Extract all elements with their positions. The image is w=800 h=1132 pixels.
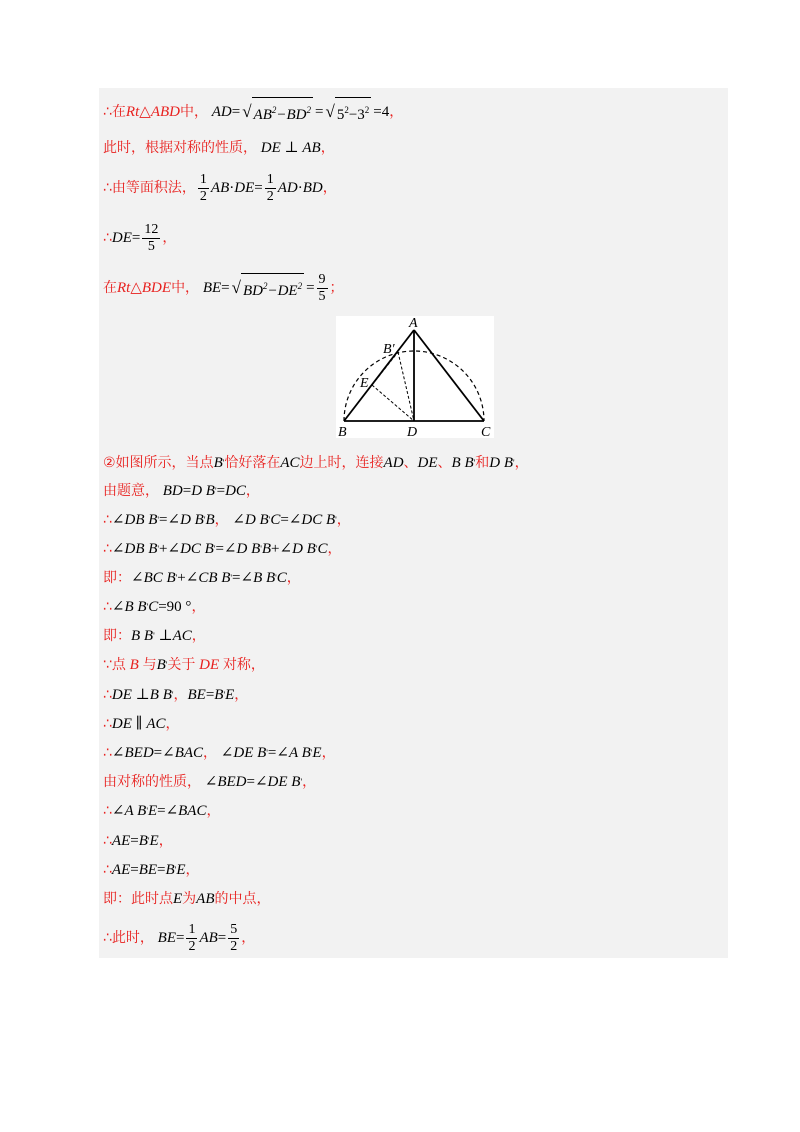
line-7: 由题意， BD = D B ' = DC ， xyxy=(103,483,260,499)
line-14: ∴ DE ⊥ B B ' ， BE = B ' E ， xyxy=(103,687,249,703)
geometry-figure xyxy=(336,316,494,438)
label-a: A xyxy=(409,316,418,331)
label-d: D xyxy=(407,425,418,438)
label-b: B xyxy=(338,425,347,438)
line-15: ∴ DE ∥ AC ， xyxy=(103,716,180,732)
segment-db-prime xyxy=(398,352,414,421)
line-22: ∴此时， BE = $\frac{1}{2}$ AB = $\frac{5}{2}$ ， xyxy=(103,921,256,954)
label-c: C xyxy=(481,425,491,438)
line-11: ∴ ∠ B B ' C =90 ° ， xyxy=(103,599,206,615)
line-3: ∴由等面积法， $\frac{1}{2}$ AB · DE = $\frac{1}{2}$ AD · BD ， xyxy=(103,171,337,204)
line-2: 此时，根据对称的性质， DE ⊥ AB ， xyxy=(103,140,335,156)
line-18: ∴ ∠ A B ' E =∠ BAC ， xyxy=(103,803,221,819)
line-4: ∴ DE = $\frac{12}{5}$ ， xyxy=(103,221,177,254)
line-6: ②如图所示，当点 B ' 恰好落在 AC 边上时，连接 AD 、 DE 、 B B ' 和 D B ' ， xyxy=(103,455,529,471)
label-e: E xyxy=(360,376,369,391)
line-21: 即：此时点 E 为 AB 的中点， xyxy=(103,891,271,907)
segment-de xyxy=(372,385,414,421)
line-13: ∵点 B 与 B ' 关于 DE 对称， xyxy=(103,657,265,673)
line-19: ∴ AE = B ' E ， xyxy=(103,833,173,849)
line-12: 即： B B ' ⊥ AC ， xyxy=(103,628,206,644)
line-17: 由对称的性质， ∠ BED =∠ DE B ' ， xyxy=(103,774,317,790)
line-10: 即： ∠ BC B ' +∠ CB B ' =∠ B B ' C ， xyxy=(103,570,301,586)
line-1: ∴在 Rt △ ABD 中， AD = √ $AB^2-BD^2$ = √ $5^2-3^2$ =4 ， xyxy=(103,100,403,124)
line-5: 在 Rt △ BDE 中， BE = √ $BD^2-DE^2$ = $\frac{9}{5}$ ； xyxy=(103,271,344,304)
label-b-prime: B′ xyxy=(383,342,395,357)
side-ac xyxy=(414,330,484,421)
line-9: ∴ ∠ DB B ' +∠ DC B ' =∠ D B ' B +∠ D B ' C ， xyxy=(103,541,342,557)
line-20: ∴ AE = BE = B ' E ， xyxy=(103,862,200,878)
line-16: ∴ ∠ BED =∠ BAC ， ∠ DE B ' =∠ A B ' E ， xyxy=(103,745,336,761)
line-8: ∴ ∠ DB B ' =∠ D B ' B ， ∠ D B ' C =∠ DC B ' ， xyxy=(103,512,351,528)
